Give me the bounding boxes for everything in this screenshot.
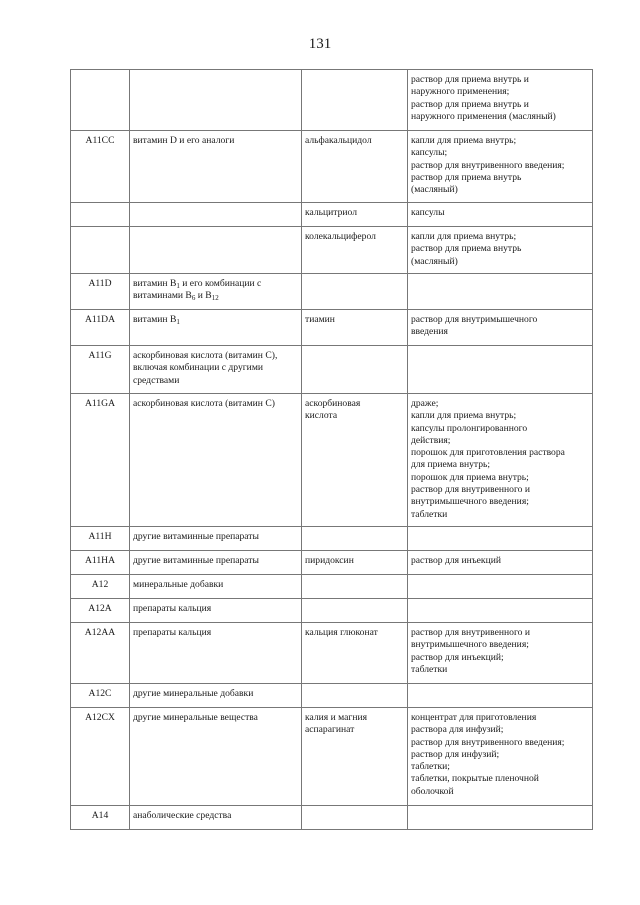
drug-name (302, 684, 408, 708)
dosage-forms (408, 599, 593, 623)
dosage-forms: раствор для внутривенного и внутримышечного введения; раствор для инъекций; таблетки (408, 623, 593, 684)
drug-name (302, 527, 408, 551)
atc-code: A11G (71, 346, 130, 394)
group-name (130, 227, 302, 274)
atc-code: A14 (71, 806, 130, 830)
drug-name: тиамин (302, 310, 408, 346)
group-name (130, 203, 302, 227)
dosage-forms (408, 575, 593, 599)
drug-name: альфакальцидол (302, 131, 408, 203)
dosage-forms: раствор для приема внутрь и наружного применения; раствор для приема внутрь и наружного применения (масляный) (408, 70, 593, 131)
group-name: препараты кальция (130, 599, 302, 623)
drug-name (302, 575, 408, 599)
group-name: витамин $B_1$ и его комбинации с витаминами $B_6$ и $B_{12}$ (130, 274, 302, 310)
group-name: препараты кальция (130, 623, 302, 684)
group-name: анаболические средства (130, 806, 302, 830)
dosage-forms: раствор для внутримышечного введения (408, 310, 593, 346)
dosage-forms (408, 806, 593, 830)
table-row (71, 623, 593, 684)
table-row (71, 684, 593, 708)
table-row (71, 70, 593, 131)
drug-name (302, 806, 408, 830)
group-name: витамин $B_1$ (130, 310, 302, 346)
atc-code: A12C (71, 684, 130, 708)
table-row (71, 599, 593, 623)
drug-name: пиридоксин (302, 551, 408, 575)
drug-name: колекальциферол (302, 227, 408, 274)
atc-code: A12A (71, 599, 130, 623)
table-row (71, 806, 593, 830)
atc-code: A11GA (71, 394, 130, 527)
drug-name: кальция глюконат (302, 623, 408, 684)
drug-name: кальцитриол (302, 203, 408, 227)
group-name (130, 70, 302, 131)
table-row (71, 274, 593, 310)
group-name: другие минеральные добавки (130, 684, 302, 708)
group-name: минеральные добавки (130, 575, 302, 599)
drug-name (302, 599, 408, 623)
atc-code (71, 203, 130, 227)
table-row (71, 310, 593, 346)
group-name: аскорбиновая кислота (витамин С), включая комбинации с другими средствами (130, 346, 302, 394)
drug-table (70, 69, 593, 830)
atc-code: A12AA (71, 623, 130, 684)
page-number: 131 (308, 36, 332, 52)
atc-code: A11DA (71, 310, 130, 346)
table-row (71, 708, 593, 806)
atc-code: A11CC (71, 131, 130, 203)
dosage-forms: драже; капли для приема внутрь; капсулы пролонгированного действия; порошок для приготовления раствора для приема внутрь; порошок для приема внутрь; раствор для внутривенного и внутримышечного введения; таблетки (408, 394, 593, 527)
group-name: другие витаминные препараты (130, 551, 302, 575)
table-row (71, 203, 593, 227)
atc-code: A11D (71, 274, 130, 310)
table-row (71, 346, 593, 394)
atc-code: A11H (71, 527, 130, 551)
table-row (71, 394, 593, 527)
table-row (71, 527, 593, 551)
drug-name (302, 274, 408, 310)
table-row (71, 227, 593, 274)
atc-code (71, 227, 130, 274)
dosage-forms: капсулы (408, 203, 593, 227)
atc-code: A12 (71, 575, 130, 599)
dosage-forms (408, 346, 593, 394)
group-name: аскорбиновая кислота (витамин С) (130, 394, 302, 527)
dosage-forms: капли для приема внутрь; капсулы; раствор для внутривенного введения; раствор для приема внутрь (масляный) (408, 131, 593, 203)
atc-code: A12CX (71, 708, 130, 806)
table-row (71, 551, 593, 575)
dosage-forms: капли для приема внутрь; раствор для приема внутрь (масляный) (408, 227, 593, 274)
group-name: другие минеральные вещества (130, 708, 302, 806)
dosage-forms (408, 684, 593, 708)
dosage-forms (408, 527, 593, 551)
group-name: другие витаминные препараты (130, 527, 302, 551)
atc-code (71, 70, 130, 131)
table-row (71, 575, 593, 599)
dosage-forms: раствор для инъекций (408, 551, 593, 575)
drug-name: аскорбиновая кислота (302, 394, 408, 527)
dosage-forms: концентрат для приготовления раствора для инфузий; раствор для внутривенного введения; раствор для инфузий; таблетки; таблетки, покрытые пленочной оболочкой (408, 708, 593, 806)
table-row (71, 131, 593, 203)
group-name: витамин D и его аналоги (130, 131, 302, 203)
drug-name: калия и магния аспарагинат (302, 708, 408, 806)
dosage-forms (408, 274, 593, 310)
atc-code: A11HA (71, 551, 130, 575)
drug-name (302, 70, 408, 131)
drug-name (302, 346, 408, 394)
